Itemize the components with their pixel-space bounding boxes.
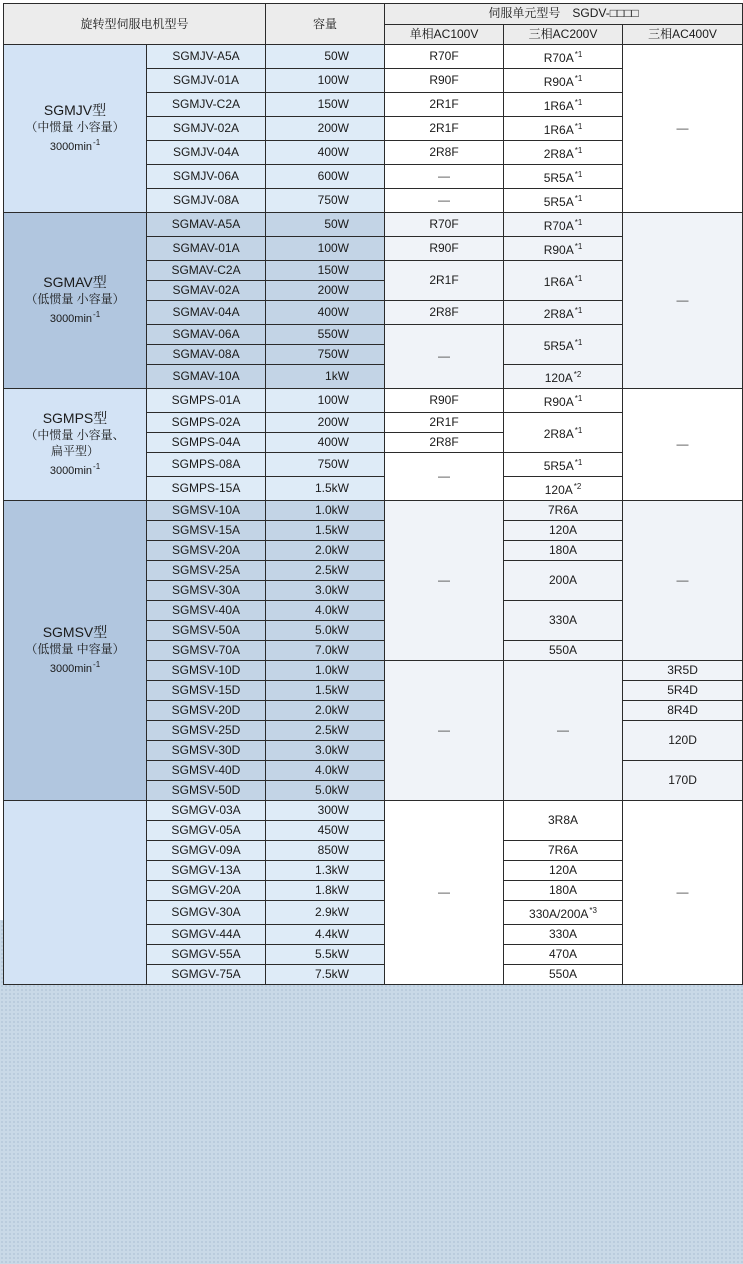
footnote-mark: *1	[574, 274, 583, 283]
motor-code: SGMGV-05A	[147, 821, 266, 841]
group-desc: （低惯量 中容量）	[25, 642, 125, 656]
servo-compatibility-table	[3, 3, 743, 985]
ac200-value: 330A/200A	[529, 907, 589, 921]
capacity-cell: 400W	[266, 433, 385, 453]
group-label-sgmgv	[4, 801, 147, 985]
motor-code: SGMAV-04A	[147, 301, 266, 325]
capacity-cell: 7.5kW	[266, 965, 385, 985]
ac200-cell: 550A	[504, 641, 623, 661]
table-row	[4, 501, 743, 521]
motor-code: SGMAV-08A	[147, 345, 266, 365]
capacity-cell: 850W	[266, 841, 385, 861]
motor-code: SGMAV-10A	[147, 365, 266, 389]
motor-code: SGMJV-08A	[147, 189, 266, 213]
capacity-cell: 400W	[266, 141, 385, 165]
motor-code: SGMGV-09A	[147, 841, 266, 861]
group-label-sgmsv	[4, 501, 147, 801]
footnote-mark: *1	[574, 338, 583, 347]
ac100-cell: —	[385, 501, 504, 661]
capacity-cell: 1.5kW	[266, 477, 385, 501]
group-speed: $3000\min^{-1}$	[49, 310, 101, 325]
ac200-value: R90A	[543, 75, 574, 89]
capacity-cell: 7.0kW	[266, 641, 385, 661]
ac200-value: R90A	[543, 243, 574, 257]
footnote-mark: *3	[589, 906, 597, 915]
ac200-value: 1R6A	[543, 275, 574, 289]
motor-code: SGMGV-75A	[147, 965, 266, 985]
motor-code: SGMSV-25A	[147, 561, 266, 581]
ac200-cell: 200A	[504, 561, 623, 601]
ac100-cell: 2R1F	[385, 261, 504, 301]
motor-code: SGMPS-02A	[147, 413, 266, 433]
motor-code: SGMJV-A5A	[147, 45, 266, 69]
footnote-mark: *1	[574, 74, 583, 83]
header-servo-unit: 伺服单元型号 SGDV-□□□□	[385, 4, 743, 25]
header-three-ac200: 三相AC200V	[504, 24, 623, 45]
ac200-value: 2R8A	[543, 147, 574, 161]
ac200-cell	[504, 365, 623, 389]
motor-code: SGMPS-04A	[147, 433, 266, 453]
speed-exponent: -1	[93, 660, 101, 669]
capacity-cell: 1.0kW	[266, 501, 385, 521]
footnote-mark: *1	[574, 306, 583, 315]
capacity-cell: 5.0kW	[266, 621, 385, 641]
ac400-cell: —	[623, 501, 743, 661]
ac200-cell	[504, 413, 623, 453]
capacity-cell: 200W	[266, 117, 385, 141]
ac400-cell: 170D	[623, 761, 743, 801]
ac200-value: 120A	[544, 483, 573, 497]
group-name: SGMSV型	[42, 624, 108, 640]
motor-code: SGMSV-30D	[147, 741, 266, 761]
ac200-cell: 470A	[504, 945, 623, 965]
group-speed: $3000\min^{-1}$	[49, 462, 101, 477]
ac200-value: 5R5A	[543, 171, 574, 185]
ac200-cell: 330A	[504, 925, 623, 945]
group-desc-line2: 扁平型）	[50, 444, 99, 458]
motor-code: SGMGV-55A	[147, 945, 266, 965]
ac100-cell: —	[385, 661, 504, 801]
capacity-cell: 750W	[266, 189, 385, 213]
motor-code: SGMSV-70A	[147, 641, 266, 661]
ac200-value: 2R8A	[543, 427, 574, 441]
ac100-cell: R90F	[385, 69, 504, 93]
motor-code: SGMSV-15D	[147, 681, 266, 701]
ac200-cell	[504, 261, 623, 301]
footnote-mark: *1	[574, 458, 583, 467]
motor-code: SGMSV-10D	[147, 661, 266, 681]
header-three-ac400: 三相AC400V	[623, 24, 743, 45]
table-row	[4, 45, 743, 69]
motor-code: SGMPS-01A	[147, 389, 266, 413]
table-row	[4, 801, 743, 821]
ac200-cell: 120A	[504, 521, 623, 541]
table-row	[4, 389, 743, 413]
ac200-cell	[504, 93, 623, 117]
motor-code: SGMJV-02A	[147, 117, 266, 141]
capacity-cell: 600W	[266, 165, 385, 189]
footnote-mark: *1	[574, 170, 583, 179]
capacity-cell: 4.0kW	[266, 601, 385, 621]
group-desc: （中惯量 小容量、	[25, 428, 125, 442]
capacity-cell: 100W	[266, 69, 385, 93]
ac200-value: R70A	[543, 219, 574, 233]
capacity-cell: 1.0kW	[266, 661, 385, 681]
group-name: SGMPS型	[42, 410, 108, 426]
motor-code: SGMJV-06A	[147, 165, 266, 189]
motor-code: SGMAV-06A	[147, 325, 266, 345]
ac200-cell	[504, 901, 623, 925]
motor-code: SGMSV-15A	[147, 521, 266, 541]
motor-code: SGMGV-03A	[147, 801, 266, 821]
ac200-cell: 180A	[504, 541, 623, 561]
motor-code: SGMPS-08A	[147, 453, 266, 477]
motor-code: SGMSV-30A	[147, 581, 266, 601]
capacity-cell: 100W	[266, 237, 385, 261]
footnote-mark: *1	[574, 426, 583, 435]
footnote-mark: *1	[574, 122, 583, 131]
capacity-cell: 3.0kW	[266, 581, 385, 601]
motor-code: SGMGV-30A	[147, 901, 266, 925]
ac200-cell: 330A	[504, 601, 623, 641]
ac200-cell	[504, 69, 623, 93]
motor-code: SGMSV-40D	[147, 761, 266, 781]
ac100-cell: —	[385, 325, 504, 389]
motor-code: SGMSV-50D	[147, 781, 266, 801]
header-motor-model: 旋转型伺服电机型号	[4, 4, 266, 45]
ac200-cell: 550A	[504, 965, 623, 985]
ac200-value: 5R5A	[543, 339, 574, 353]
ac200-cell	[504, 213, 623, 237]
capacity-cell: 50W	[266, 213, 385, 237]
motor-code: SGMAV-02A	[147, 281, 266, 301]
ac400-cell: —	[623, 801, 743, 985]
speed-exponent: -1	[93, 138, 101, 147]
ac100-cell: R70F	[385, 213, 504, 237]
capacity-cell: 400W	[266, 301, 385, 325]
ac200-cell: 7R6A	[504, 501, 623, 521]
ac100-cell: R90F	[385, 237, 504, 261]
ac200-cell	[504, 45, 623, 69]
ac400-cell: —	[623, 45, 743, 213]
capacity-cell: 450W	[266, 821, 385, 841]
header-single-ac100: 单相AC100V	[385, 24, 504, 45]
capacity-cell: 750W	[266, 453, 385, 477]
footnote-mark: *2	[573, 370, 582, 379]
ac200-cell	[504, 165, 623, 189]
footnote-mark: *1	[574, 194, 583, 203]
capacity-cell: 3.0kW	[266, 741, 385, 761]
ac200-value: 1R6A	[543, 123, 574, 137]
capacity-cell: 200W	[266, 413, 385, 433]
group-label-sgmjv	[4, 45, 147, 213]
ac200-cell: 120A	[504, 861, 623, 881]
motor-code: SGMGV-20A	[147, 881, 266, 901]
ac100-cell: 2R8F	[385, 433, 504, 453]
group-desc: （中惯量 小容量）	[25, 120, 125, 134]
capacity-cell: 1kW	[266, 365, 385, 389]
ac100-cell: —	[385, 165, 504, 189]
capacity-cell: 150W	[266, 261, 385, 281]
ac200-cell	[504, 477, 623, 501]
motor-code: SGMSV-50A	[147, 621, 266, 641]
capacity-cell: 1.5kW	[266, 521, 385, 541]
ac100-cell: R90F	[385, 389, 504, 413]
motor-code: SGMJV-04A	[147, 141, 266, 165]
ac100-cell: —	[385, 189, 504, 213]
motor-code: SGMPS-15A	[147, 477, 266, 501]
capacity-cell: 2.5kW	[266, 721, 385, 741]
motor-code: SGMAV-A5A	[147, 213, 266, 237]
ac200-cell: 3R8A	[504, 801, 623, 841]
group-desc: （低惯量 小容量）	[25, 292, 125, 306]
ac200-value: 2R8A	[543, 307, 574, 321]
ac200-cell	[504, 117, 623, 141]
footnote-mark: *1	[574, 50, 583, 59]
group-label-sgmav	[4, 213, 147, 389]
capacity-cell: 1.8kW	[266, 881, 385, 901]
capacity-cell: 50W	[266, 45, 385, 69]
ac400-cell: 5R4D	[623, 681, 743, 701]
motor-code: SGMJV-C2A	[147, 93, 266, 117]
footnote-mark: *2	[573, 482, 582, 491]
group-speed: $3000\min^{-1}$	[49, 138, 101, 153]
ac400-cell: —	[623, 389, 743, 501]
ac200-cell	[504, 141, 623, 165]
ac200-value: 1R6A	[543, 99, 574, 113]
motor-code: SGMSV-40A	[147, 601, 266, 621]
capacity-cell: 1.5kW	[266, 681, 385, 701]
capacity-cell: 2.0kW	[266, 701, 385, 721]
capacity-cell: 150W	[266, 93, 385, 117]
ac200-cell	[504, 237, 623, 261]
ac200-cell	[504, 453, 623, 477]
motor-code: SGMGV-13A	[147, 861, 266, 881]
ac400-cell: 120D	[623, 721, 743, 761]
capacity-cell: 2.9kW	[266, 901, 385, 925]
motor-code: SGMSV-25D	[147, 721, 266, 741]
ac100-cell: —	[385, 801, 504, 985]
ac100-cell: R70F	[385, 45, 504, 69]
ac200-value: R70A	[543, 51, 574, 65]
ac100-cell: —	[385, 453, 504, 501]
ac400-cell: 8R4D	[623, 701, 743, 721]
capacity-cell: 1.3kW	[266, 861, 385, 881]
motor-code: SGMSV-10A	[147, 501, 266, 521]
ac200-value: R90A	[543, 395, 574, 409]
motor-code: SGMJV-01A	[147, 69, 266, 93]
ac200-cell: 7R6A	[504, 841, 623, 861]
speed-exponent: -1	[93, 310, 101, 319]
ac200-cell	[504, 389, 623, 413]
header-row-1	[4, 4, 743, 25]
motor-code: SGMGV-44A	[147, 925, 266, 945]
group-label-sgmps	[4, 389, 147, 501]
ac100-cell: 2R1F	[385, 413, 504, 433]
ac100-cell: 2R1F	[385, 93, 504, 117]
ac200-value: 5R5A	[543, 195, 574, 209]
capacity-cell: 4.4kW	[266, 925, 385, 945]
group-name: SGMAV型	[43, 274, 107, 290]
header-capacity: 容量	[266, 4, 385, 45]
ac200-value: 5R5A	[543, 459, 574, 473]
ac200-cell: 180A	[504, 881, 623, 901]
capacity-cell: 2.0kW	[266, 541, 385, 561]
capacity-cell: 100W	[266, 389, 385, 413]
capacity-cell: 550W	[266, 325, 385, 345]
footnote-mark: *1	[574, 218, 583, 227]
footnote-mark: *1	[574, 146, 583, 155]
ac100-cell: 2R8F	[385, 141, 504, 165]
group-name: SGMJV型	[43, 102, 107, 118]
ac200-cell	[504, 301, 623, 325]
speed-exponent: -1	[93, 462, 101, 471]
ac200-cell	[504, 325, 623, 365]
footnote-mark: *1	[574, 242, 583, 251]
motor-code: SGMAV-01A	[147, 237, 266, 261]
motor-code: SGMSV-20D	[147, 701, 266, 721]
group-speed: $3000\min^{-1}$	[49, 660, 101, 675]
ac400-cell: —	[623, 213, 743, 389]
capacity-cell: 4.0kW	[266, 761, 385, 781]
footnote-mark: *1	[574, 98, 583, 107]
footnote-mark: *1	[574, 394, 583, 403]
ac100-cell: 2R1F	[385, 117, 504, 141]
ac200-value: 120A	[544, 371, 573, 385]
ac400-cell: 3R5D	[623, 661, 743, 681]
capacity-cell: 750W	[266, 345, 385, 365]
capacity-cell: 5.5kW	[266, 945, 385, 965]
ac100-cell: 2R8F	[385, 301, 504, 325]
capacity-cell: 2.5kW	[266, 561, 385, 581]
table-row	[4, 213, 743, 237]
capacity-cell: 300W	[266, 801, 385, 821]
ac200-cell: —	[504, 661, 623, 801]
motor-code: SGMAV-C2A	[147, 261, 266, 281]
capacity-cell: 200W	[266, 281, 385, 301]
capacity-cell: 5.0kW	[266, 781, 385, 801]
motor-code: SGMSV-20A	[147, 541, 266, 561]
ac200-cell	[504, 189, 623, 213]
